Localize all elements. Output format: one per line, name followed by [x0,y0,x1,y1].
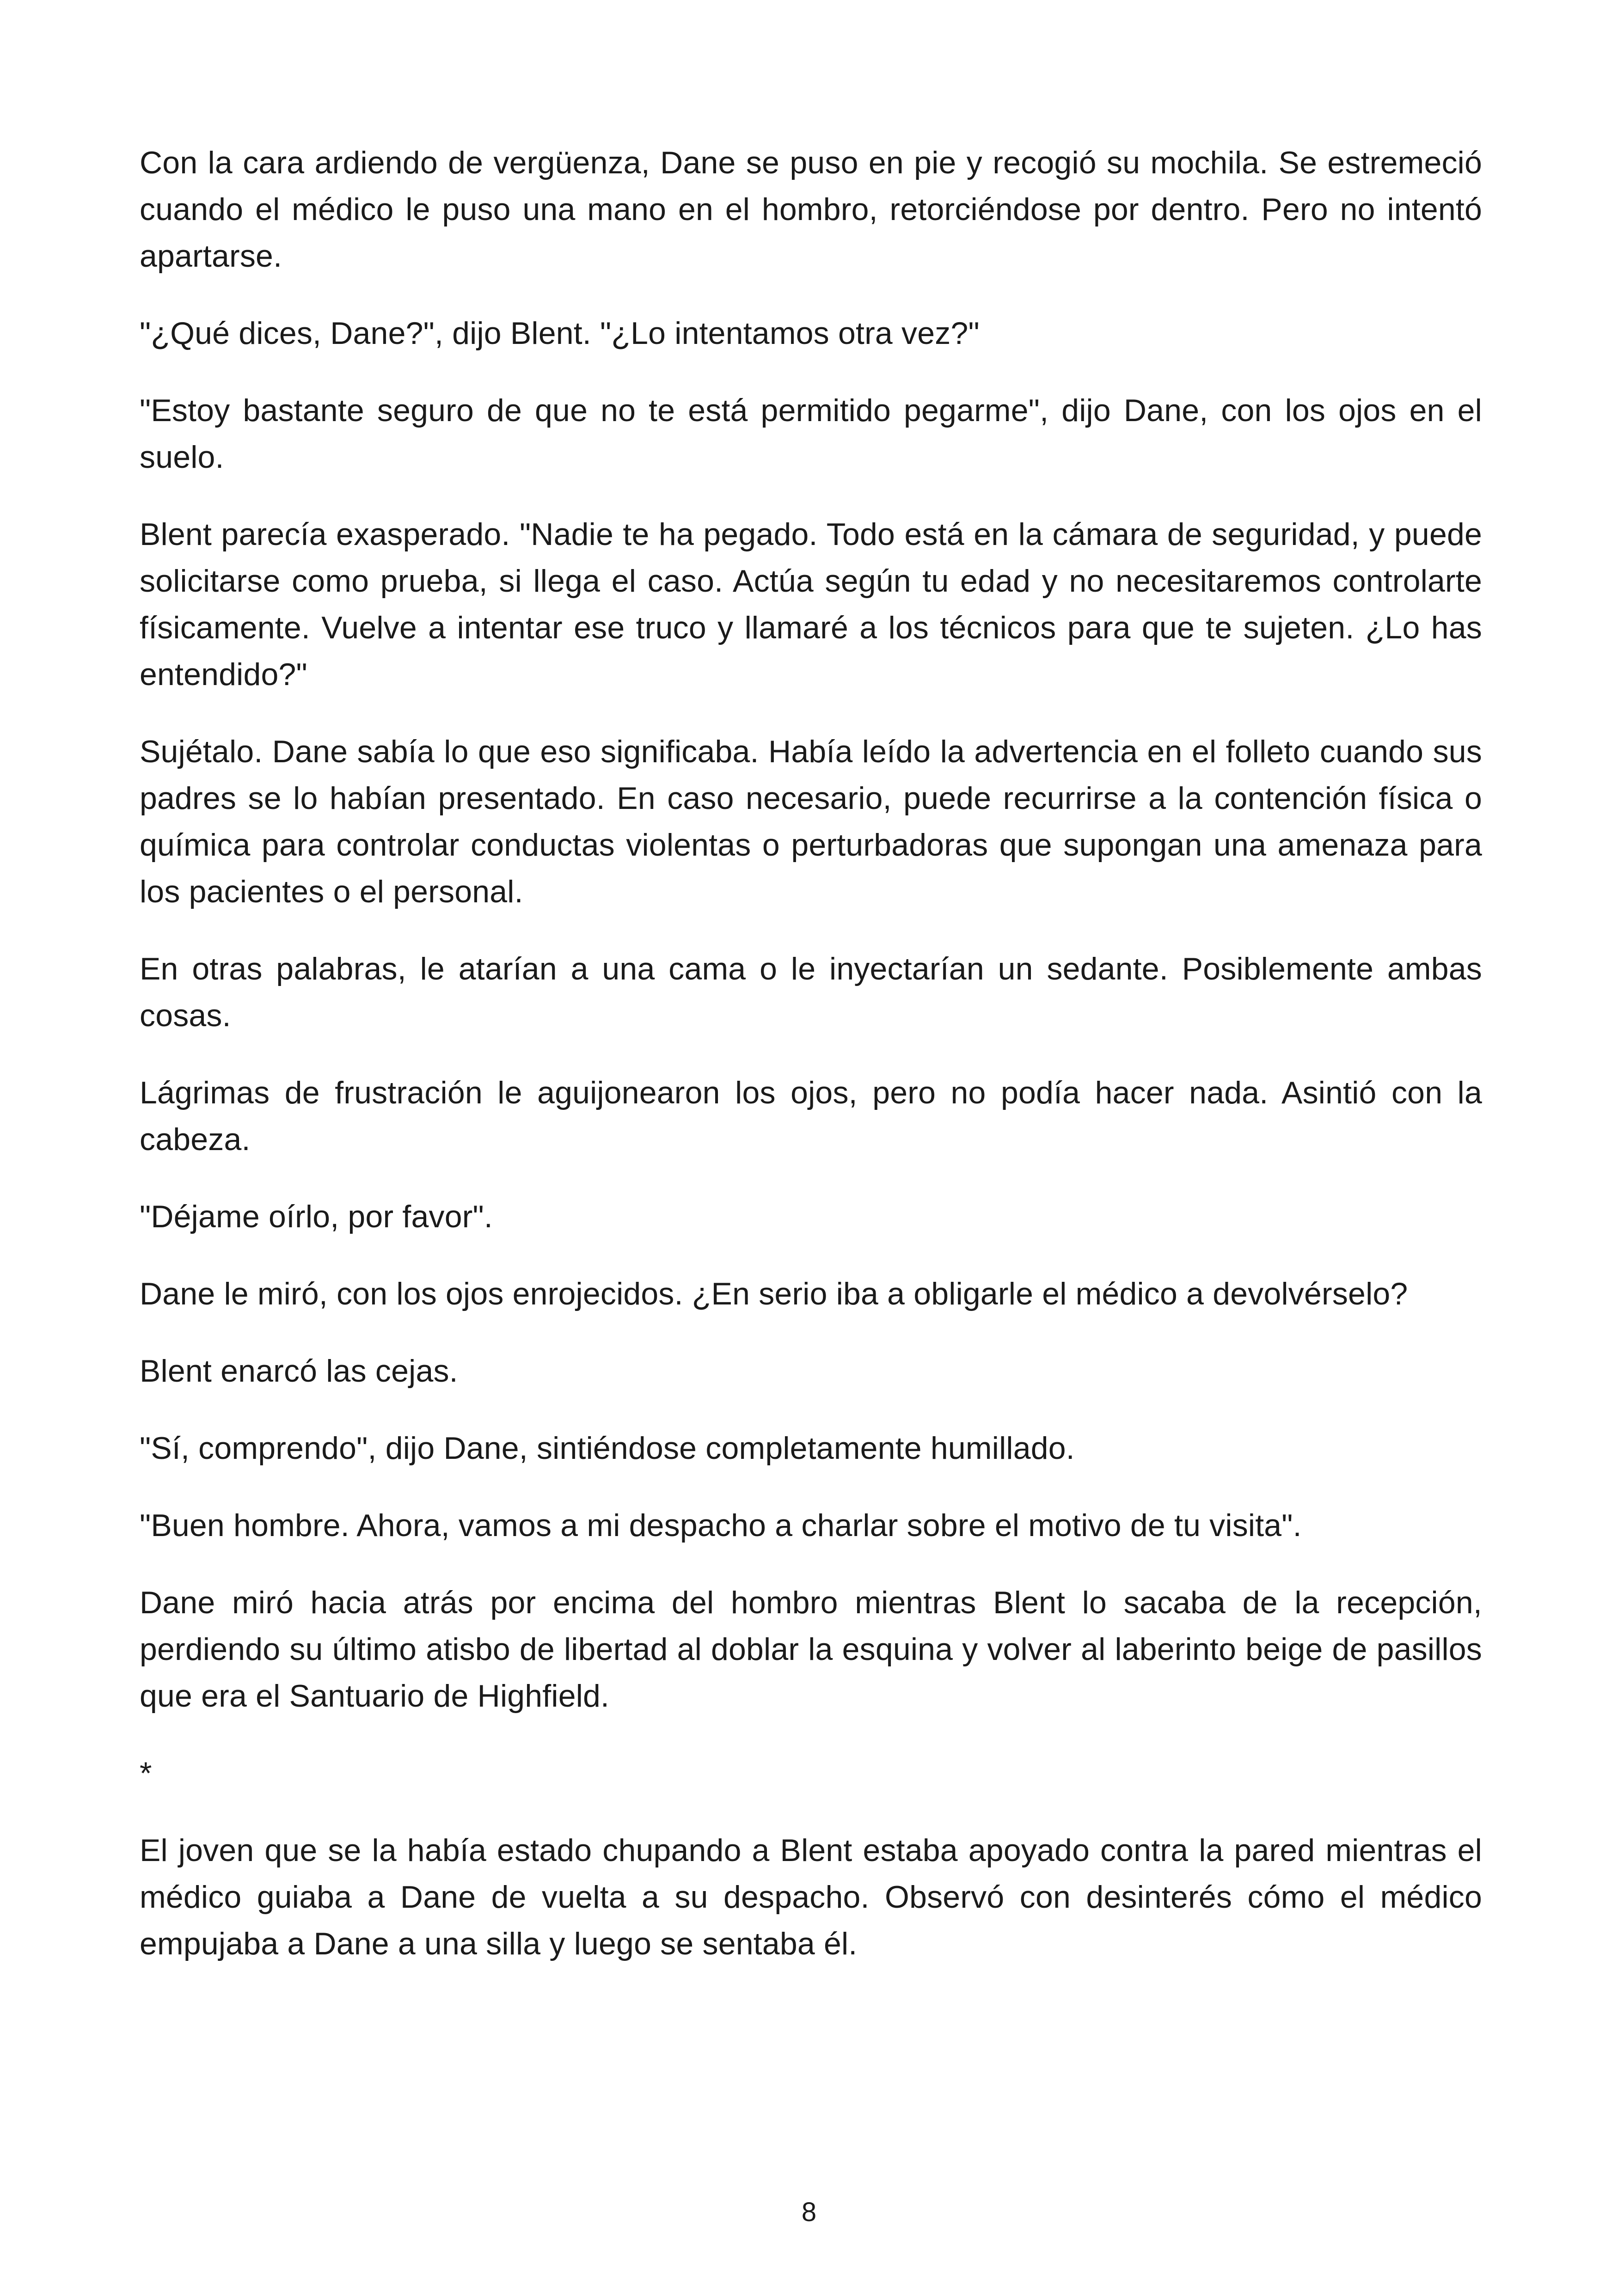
paragraph: "Déjame oírlo, por favor". [140,1199,493,1234]
body-text [140,140,1482,1998]
paragraph: En otras palabras, le atarían a una cama o le inyectarían un sedante. Posiblemente ambas cosas. [140,951,1482,1033]
paragraph: Dane miró hacia atrás por encima del hombro mientras Blent lo sacaba de la recepción, perdiendo su último atisbo de libertad al doblar la esquina y volver al laberinto beige de pasillos que era el Santuario de Highfield. [140,1585,1482,1714]
paragraph: Dane le miró, con los ojos enrojecidos. ¿En serio iba a obligarle el médico a devolvérselo? [140,1276,1408,1311]
scene-separator: * [140,1756,152,1791]
paragraph: Lágrimas de frustración le aguijonearon los ojos, pero no podía hacer nada. Asintió con la cabeza. [140,1075,1482,1157]
paragraph: Blent parecía exasperado. "Nadie te ha pegado. Todo está en la cámara de seguridad, y puede solicitarse como prueba, si llega el caso. Actúa según tu edad y no necesitaremos controlarte físicamente. Vuelve a intentar ese truco y llamaré a los técnicos para que te sujeten. ¿Lo has entendido?" [140,517,1482,692]
paragraph: "Estoy bastante seguro de que no te está permitido pegarme", dijo Dane, con los ojos en el suelo. [140,393,1482,475]
paragraph: "Buen hombre. Ahora, vamos a mi despacho a charlar sobre el motivo de tu visita". [140,1508,1302,1543]
paragraph: Sujétalo. Dane sabía lo que eso significaba. Había leído la advertencia en el folleto cuando sus padres se lo habían presentado. En caso necesario, puede recurrirse a la contención física o química para controlar conductas violentas o perturbadoras que supongan una amenaza para los pacientes o el personal. [140,734,1482,909]
paragraph: Blent enarcó las cejas. [140,1353,458,1389]
paragraph: "¿Qué dices, Dane?", dijo Blent. "¿Lo intentamos otra vez?" [140,316,980,351]
page-number: 8 [801,2197,817,2227]
paragraph: Con la cara ardiendo de vergüenza, Dane se puso en pie y recogió su mochila. Se estremeció cuando el médico le puso una mano en el hombro, retorciéndose por dentro. Pero no intentó apartarse. [140,145,1482,274]
paragraph: "Sí, comprendo", dijo Dane, sintiéndose completamente humillado. [140,1431,1075,1466]
paragraph: El joven que se la había estado chupando a Blent estaba apoyado contra la pared mientras el médico guiaba a Dane de vuelta a su despacho. Observó con desinterés cómo el médico empujaba a Dane a una silla y luego se sentaba él. [140,1833,1482,1961]
